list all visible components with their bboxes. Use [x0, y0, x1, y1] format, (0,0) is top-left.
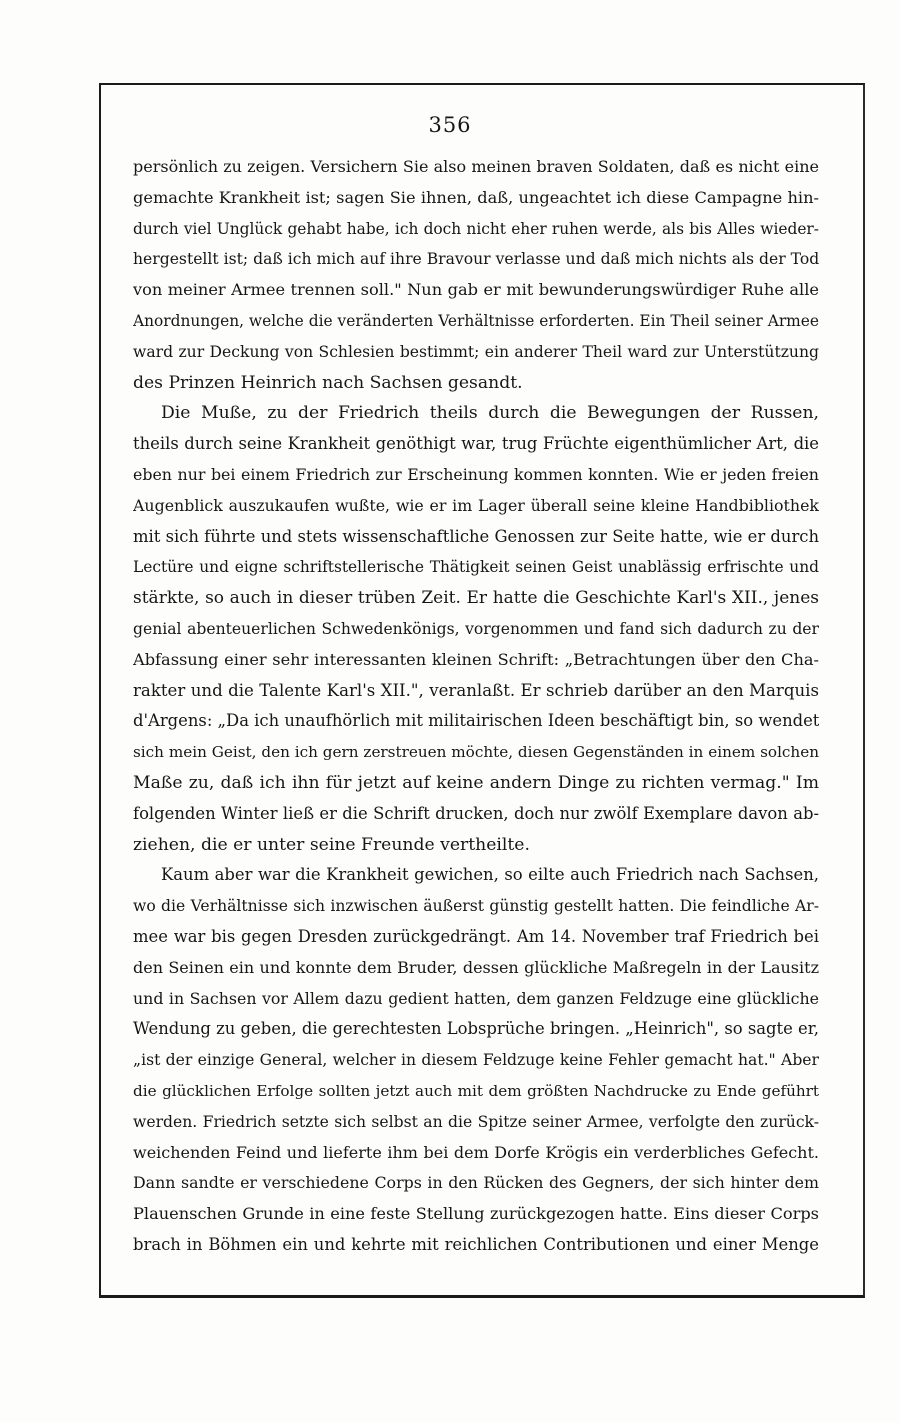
text-line: Wendung zu geben, die gerechtesten Lobsprüche bringen. „Heinrich", so sagte er,	[133, 1019, 819, 1039]
text-line: und in Sachsen vor Allem dazu gedient hatten, dem ganzen Feldzuge eine glückliche	[133, 988, 819, 1008]
text-line: des Prinzen Heinrich nach Sachsen gesandt.	[133, 372, 523, 393]
text-line: Maße zu, daß ich ihn für jetzt auf keine andern Dinge zu richten vermag." Im	[133, 772, 819, 793]
text-line: Augenblick auszukaufen wußte, wie er im Lager überall seine kleine Handbibliothek	[133, 495, 819, 515]
text-line: Plauenschen Grunde in eine feste Stellung zurückgezogen hatte. Eins dieser Corps	[133, 1204, 819, 1224]
text-line: Lectüre und eigne schriftstellerische Thätigkeit seinen Geist unablässig erfrischte und	[133, 558, 819, 577]
text-line: persönlich zu zeigen. Versichern Sie also meinen braven Soldaten, daß es nicht eine	[133, 157, 819, 176]
text-line: rakter und die Talente Karl's XII.", veranlaßt. Er schrieb darüber an den Marquis	[133, 680, 819, 700]
paragraph-3	[133, 860, 819, 1260]
paragraph-1	[133, 152, 819, 398]
text-line: sich mein Geist, den ich gern zerstreuen möchte, diesen Gegenständen in einem solchen	[133, 743, 819, 762]
text-line: Dann sandte er verschiedene Corps in den Rücken des Gegners, der sich hinter dem	[133, 1173, 819, 1193]
text-line: eben nur bei einem Friedrich zur Erscheinung kommen konnten. Wie er jeden freien	[133, 464, 819, 484]
text-line: genial abenteuerlichen Schwedenkönigs, vorgenommen und fand sich dadurch zu der	[133, 619, 819, 638]
text-line: ziehen, die er unter seine Freunde vertheilte.	[133, 834, 530, 855]
text-line: gemachte Krankheit ist; sagen Sie ihnen, daß, ungeachtet ich diese Campagne hin-	[133, 187, 819, 207]
text-line: d'Argens: „Da ich unaufhörlich mit militairischen Ideen beschäftigt bin, so wendet	[133, 711, 819, 731]
text-line: brach in Böhmen ein und kehrte mit reichlichen Contributionen und einer Menge	[133, 1234, 819, 1254]
text-line: werden. Friedrich setzte sich selbst an die Spitze seiner Armee, verfolgte den zurück-	[133, 1112, 819, 1131]
text-line: folgenden Winter ließ er die Schrift drucken, doch nur zwölf Exemplare davon ab-	[133, 803, 819, 823]
text-line: stärkte, so auch in dieser trüben Zeit. Er hatte die Geschichte Karl's XII., jenes	[133, 588, 819, 609]
text-line: mit sich führte und stets wissenschaftliche Genossen zur Seite hatte, wie er durch	[133, 526, 819, 546]
text-line: von meiner Armee trennen soll." Nun gab er mit bewunderungswürdiger Ruhe alle	[133, 280, 819, 300]
text-line: ward zur Deckung von Schlesien bestimmt; ein anderer Theil ward zur Unterstützung	[133, 342, 819, 361]
text-line: durch viel Unglück gehabt habe, ich doch nicht eher ruhen werde, als bis Alles wieder-	[133, 219, 819, 238]
text-line: „ist der einzige General, welcher in diesem Feldzuge keine Fehler gemacht hat." Aber	[133, 1051, 819, 1070]
text-line: hergestellt ist; daß ich mich auf ihre Bravour verlasse und daß mich nichts als der Tod	[133, 250, 819, 269]
text-line: mee war bis gegen Dresden zurückgedrängt. Am 14. November traf Friedrich bei	[133, 926, 819, 946]
text-line: Kaum aber war die Krankheit gewichen, so eilte auch Friedrich nach Sachsen,	[161, 865, 819, 885]
paragraph-2	[133, 398, 819, 860]
body-text	[133, 152, 819, 1261]
text-line: Abfassung einer sehr interessanten kleinen Schrift: „Betrachtungen über den Cha-	[133, 649, 819, 669]
text-line: Anordnungen, welche die veränderten Verhältnisse erforderten. Ein Theil seiner Armee	[133, 311, 819, 330]
text-line: theils durch seine Krankheit genöthigt war, trug Früchte eigenthümlicher Art, die	[133, 434, 819, 454]
text-line: die glücklichen Erfolge sollten jetzt auch mit dem größten Nachdrucke zu Ende geführt	[133, 1081, 819, 1100]
text-line: Die Muße, zu der Friedrich theils durch die Bewegungen der Russen,	[161, 403, 819, 424]
text-line: weichenden Feind und lieferte ihm bei dem Dorfe Krögis ein verderbliches Gefecht.	[133, 1142, 819, 1162]
text-line: wo die Verhältnisse sich inzwischen äußerst günstig gestellt hatten. Die feindliche Ar-	[133, 897, 819, 916]
page-number: 356	[428, 113, 472, 137]
text-line: den Seinen ein und konnte dem Bruder, dessen glückliche Maßregeln in der Lausitz	[133, 957, 819, 977]
